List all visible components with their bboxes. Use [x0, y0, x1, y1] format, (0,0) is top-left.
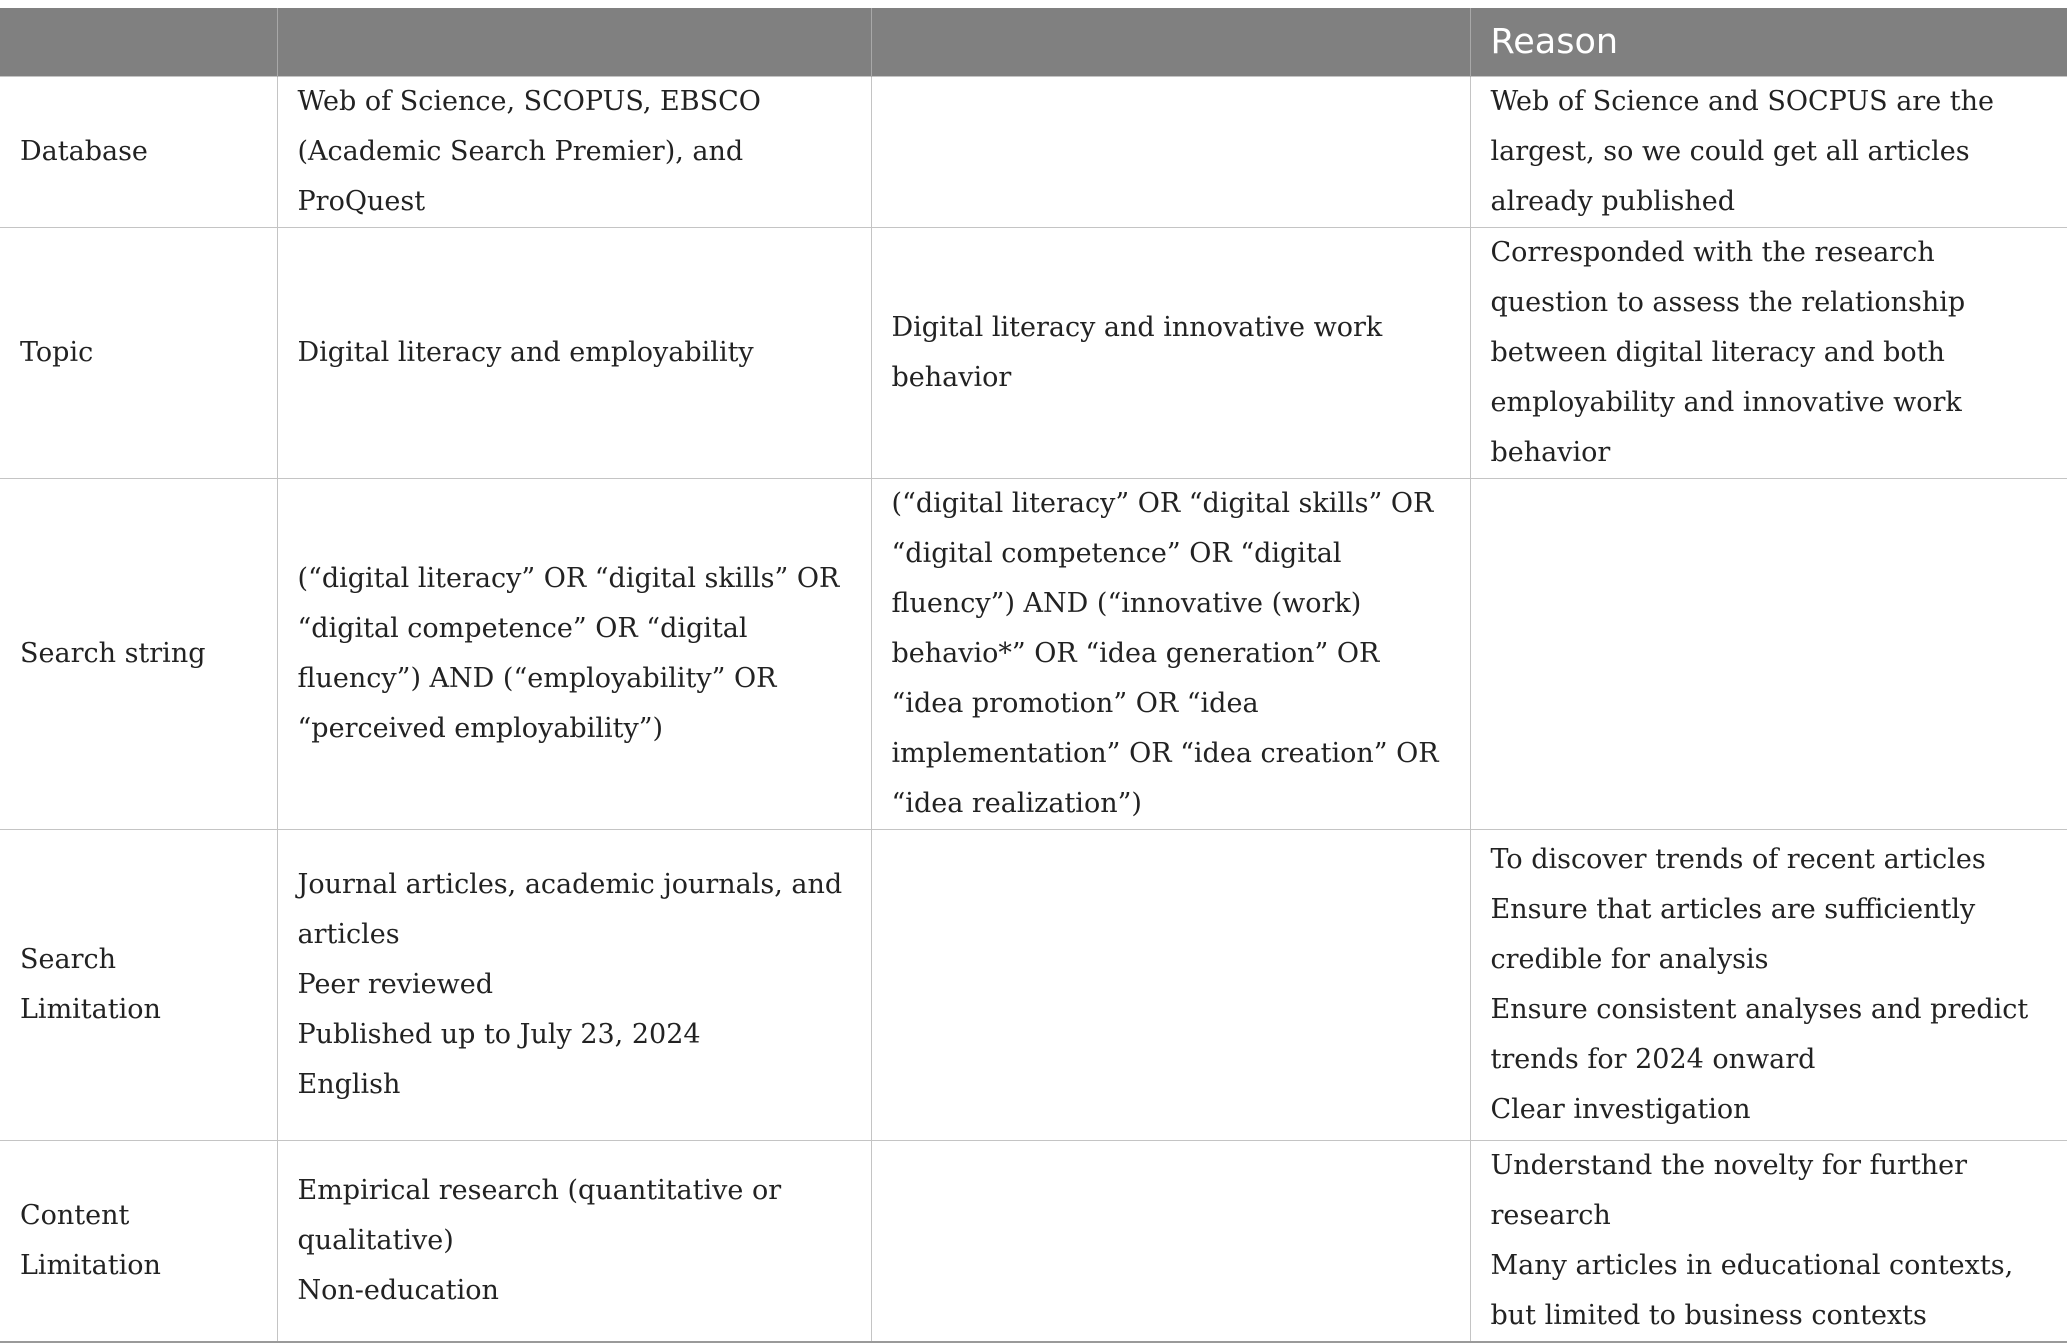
cell-line: Digital literacy and employability [297, 337, 754, 368]
cell-line: Ensure that articles are sufficiently credible for analysis [1490, 894, 1976, 975]
innovative-cell [871, 228, 1470, 479]
table-row-search-string [0, 479, 2067, 830]
table-header [0, 8, 2067, 77]
cell-line: Clear investigation [1490, 1094, 1751, 1125]
cell-line: (“digital literacy” OR “digital skills” OR “digital competence” OR “digital fluency”) AND (“innovative (work) behavio*” OR “idea generation” OR “idea promotion” OR “idea implementation” OR “idea creation” OR “idea realization”) [891, 488, 1439, 819]
cell-line: Understand the novelty for further research [1490, 1150, 1968, 1231]
reason-cell [1470, 830, 2067, 1141]
table-row-search-limitation [0, 830, 2067, 1141]
employability-cell [277, 479, 871, 830]
row-label: Content Limitation [0, 1141, 277, 1343]
header-cell-3 [871, 8, 1470, 77]
innovative-cell [871, 1141, 1470, 1343]
row-label: Search Limitation [0, 830, 277, 1141]
header-cell-2 [277, 8, 871, 77]
header-cell-1 [0, 8, 277, 77]
innovative-cell [871, 479, 1470, 830]
reason-cell [1470, 1141, 2067, 1343]
employability-cell [277, 77, 871, 228]
employability-cell [277, 830, 871, 1141]
reason-cell [1470, 77, 2067, 228]
innovative-cell [871, 77, 1470, 228]
cell-line: Digital literacy and innovative work behavior [891, 312, 1383, 393]
reason-cell [1470, 228, 2067, 479]
cell-line: Journal articles, academic journals, and articles [297, 869, 843, 950]
cell-line: (“digital literacy” OR “digital skills” OR “digital competence” OR “digital fluency”) AND (“employability” OR “perceived employability”) [297, 563, 840, 744]
innovative-cell [871, 830, 1470, 1141]
cell-line: Empirical research (quantitative or qualitative) [297, 1175, 782, 1256]
cell-line: To discover trends of recent articles [1490, 844, 1986, 875]
cell-line: Corresponded with the research question to assess the relationship between digital literacy and both employability and innovative work behavior [1490, 237, 1966, 468]
row-label: Topic [0, 228, 277, 479]
row-label: Search string [0, 479, 277, 830]
reason-cell [1470, 479, 2067, 830]
cell-line: Web of Science and SOCPUS are the largest, so we could get all articles already published [1490, 86, 1994, 217]
table-row-database [0, 77, 2067, 228]
criteria-table-container [0, 8, 2067, 1343]
cell-line: Peer reviewed [297, 969, 494, 1000]
cell-line: Published up to July 23, 2024 [297, 1019, 701, 1050]
cell-line: Ensure consistent analyses and predict trends for 2024 onward [1490, 994, 2029, 1075]
table-row-content-limitation [0, 1141, 2067, 1343]
employability-cell [277, 1141, 871, 1343]
table-row-topic [0, 228, 2067, 479]
table-body [0, 77, 2067, 1343]
row-label: Database [0, 77, 277, 228]
cell-line: English [297, 1069, 401, 1100]
cell-line: Many articles in educational contexts, but limited to business contexts [1490, 1250, 2014, 1331]
employability-cell [277, 228, 871, 479]
header-row [0, 8, 2067, 77]
header-cell-reason: Reason [1470, 8, 2067, 77]
cell-line: Web of Science, SCOPUS, EBSCO (Academic Search Premier), and ProQuest [297, 86, 761, 217]
search-criteria-table [0, 8, 2067, 1343]
cell-line: Non-education [297, 1275, 499, 1306]
